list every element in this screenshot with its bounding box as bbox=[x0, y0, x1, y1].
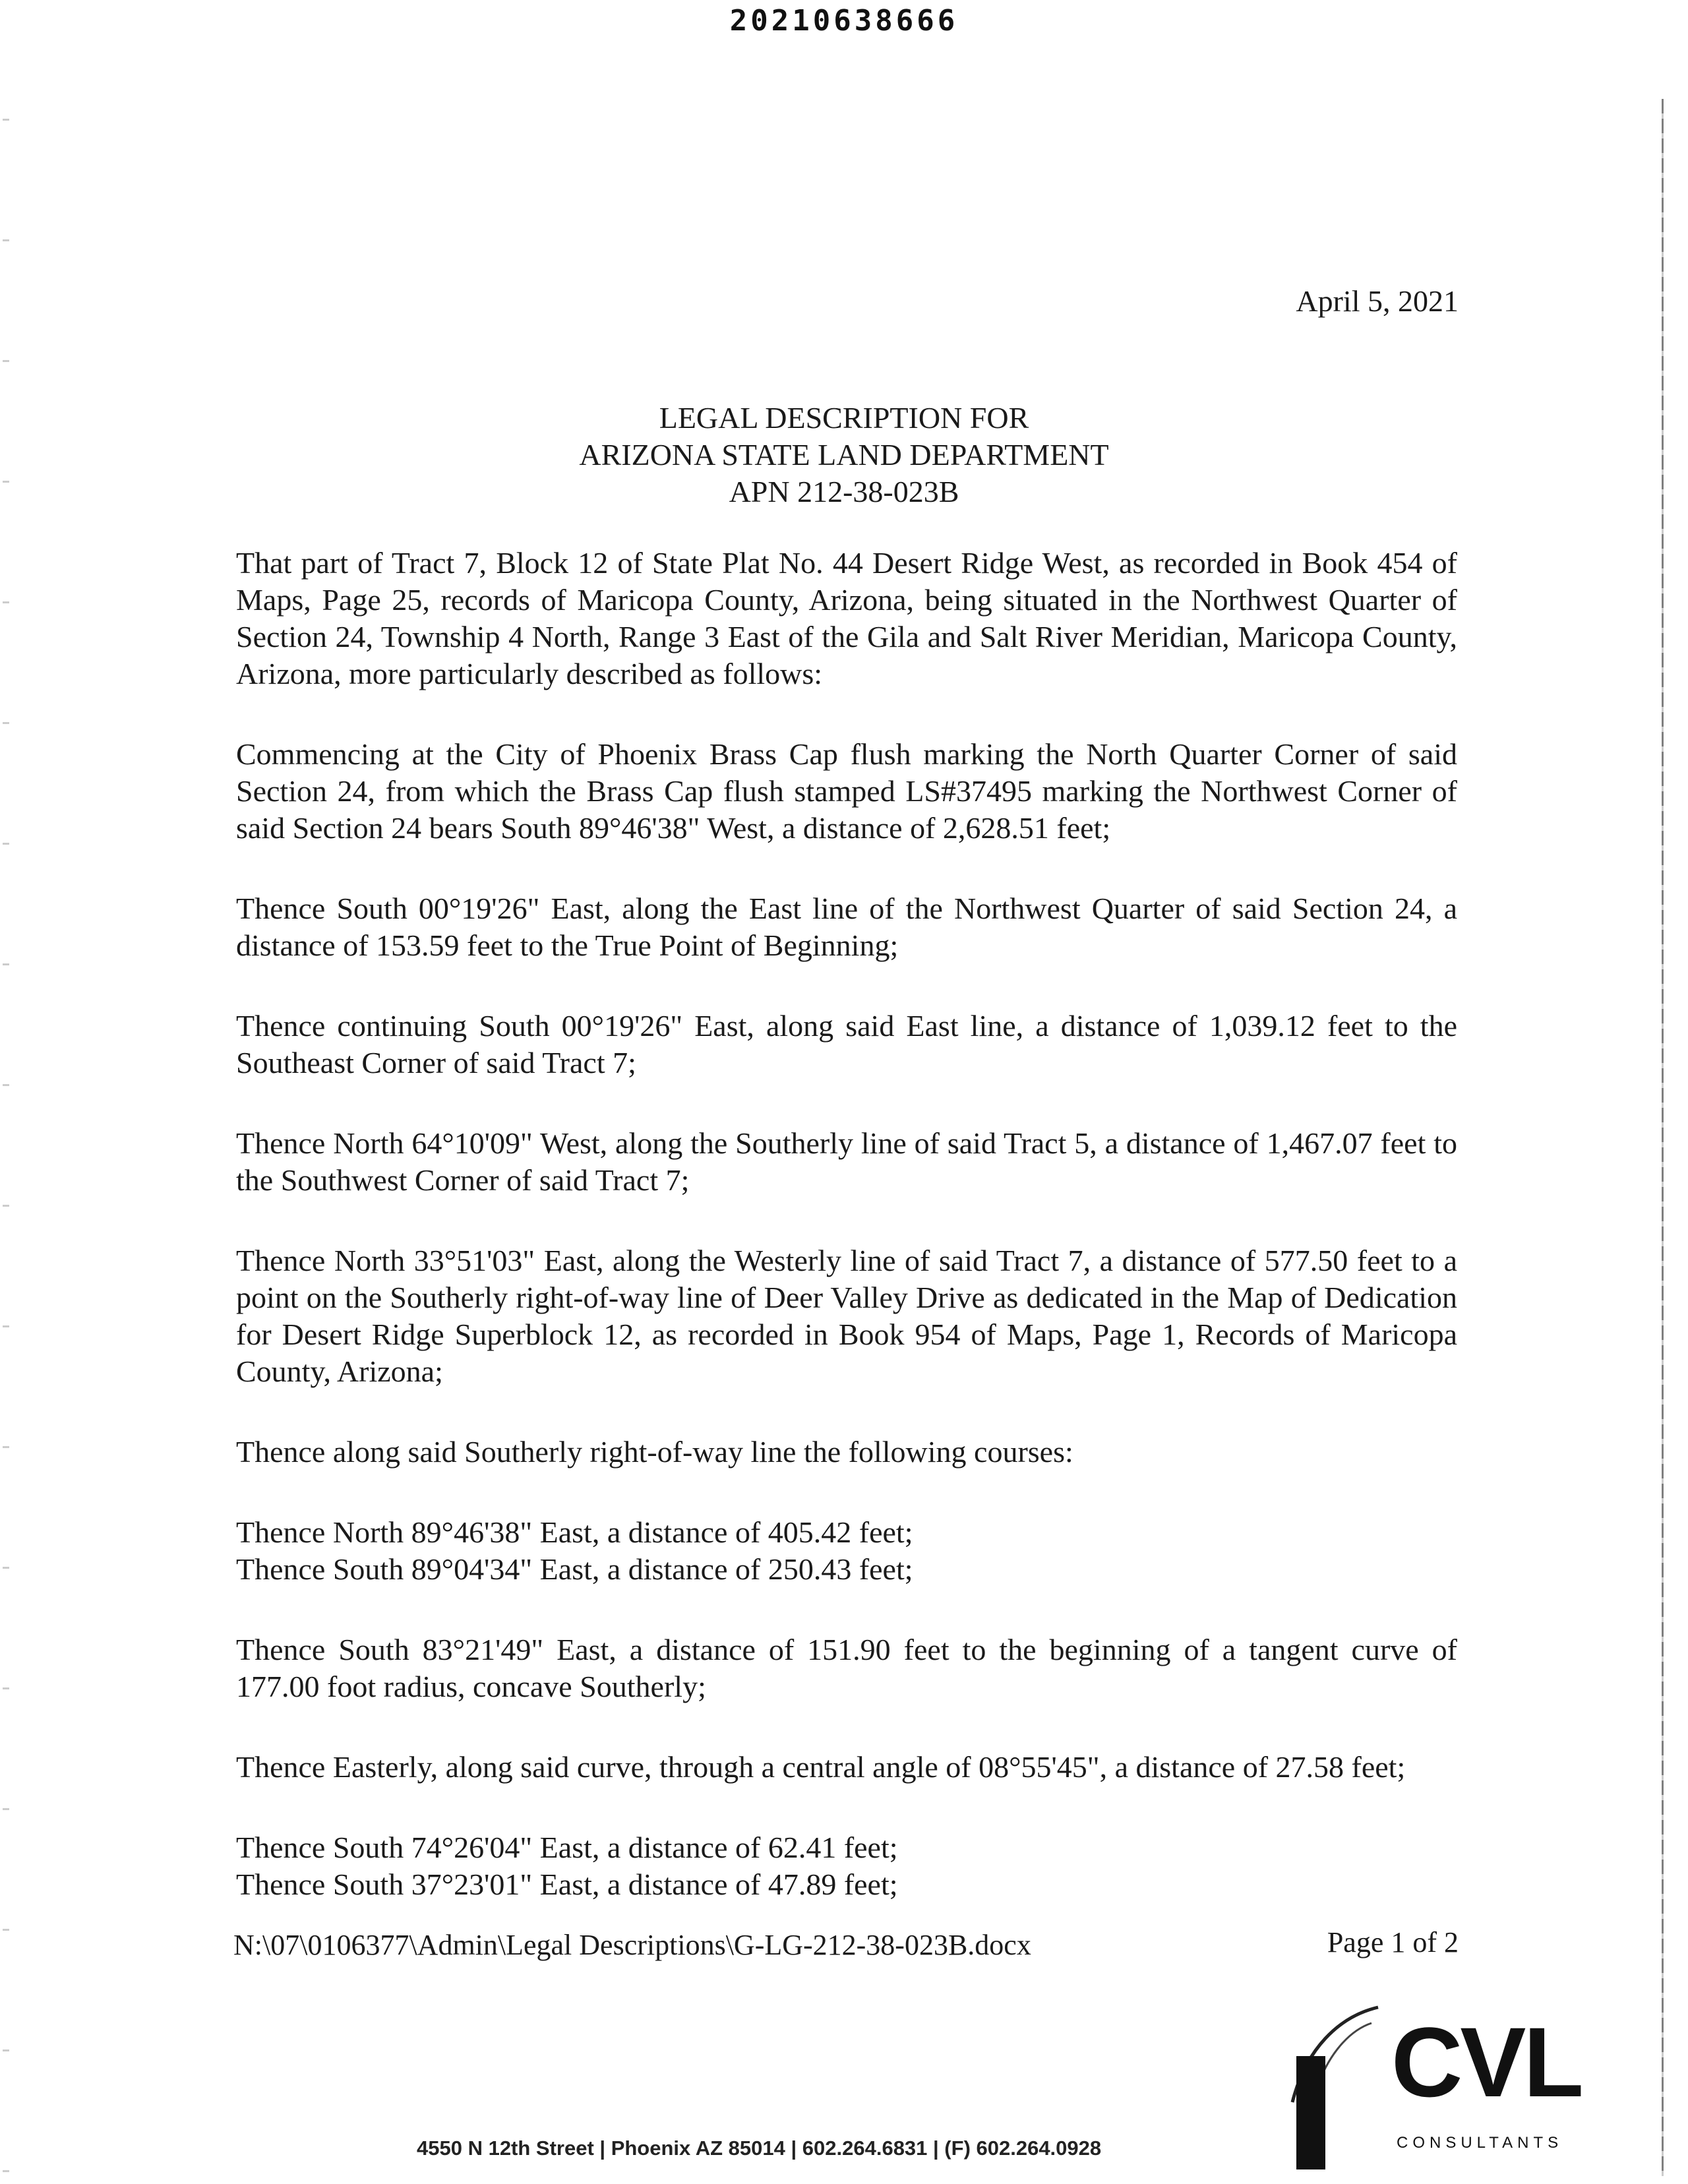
paragraph-course: Thence North 64°10'09" West, along the Southerly line of said Tract 5, a distance of 1,467.07 feet to the Southwest Corner of said Tract 7; bbox=[236, 1126, 1457, 1197]
paragraph-course: Thence continuing South 00°19'26" East, along said East line, a distance of 1,039.12 feet to the Southeast Corner of said Tract 7; bbox=[236, 1009, 1457, 1079]
paragraph-course: Thence along said Southerly right-of-way line the following courses: bbox=[236, 1435, 1073, 1469]
paragraph-course: Thence North 33°51'03" East, along the Westerly line of said Tract 7, a distance of 577.50 feet to a point on the Southerly right-of-way line of Deer Valley Drive as dedicated in the Map of Dedication for Desert Ridge Superblock 12, as recorded in Book 954 of Maps, Page 1, Records of Maricopa County, Arizona; bbox=[236, 1244, 1457, 1388]
logo-block bbox=[1296, 2056, 1325, 2169]
legal-description-body bbox=[236, 545, 1457, 1947]
paragraph-intro: That part of Tract 7, Block 12 of State Plat No. 44 Desert Ridge West, as recorded in Book 454 of Maps, Page 25, records of Maricopa County, Arizona, being situated in the Northwest Quarter of Section 24, Township 4 North, Range 3 East of the Gila and Salt River Meridian, Maricopa County, Arizona, more particularly described as follows: bbox=[236, 546, 1457, 690]
file-path: N:\07\0106377\Admin\Legal Descriptions\G-LG-212-38-023B.docx bbox=[233, 1929, 1031, 1961]
logo-wordmark: CVL bbox=[1391, 2007, 1581, 2117]
document-title bbox=[0, 400, 1688, 510]
title-line-2: ARIZONA STATE LAND DEPARTMENT bbox=[579, 438, 1109, 471]
paragraph-course: Thence South 00°19'26" East, along the East line of the Northwest Quarter of said Section 24, a distance of 153.59 feet to the True Point of Beginning; bbox=[236, 892, 1457, 962]
page-number: Page 1 of 2 bbox=[1327, 1926, 1459, 1958]
scan-edge-specks bbox=[3, 0, 9, 2184]
paragraph-course: Thence South 37°23'01" East, a distance of 47.89 feet; bbox=[236, 1867, 898, 1901]
paragraph-commencing: Commencing at the City of Phoenix Brass Cap flush marking the North Quarter Corner of said Section 24, from which the Brass Cap flush stamped LS#37495 marking the Northwest Corner of said Section 24 bears South 89°46'38" West, a distance of 2,628.51 feet; bbox=[236, 737, 1457, 845]
title-line-3: APN 212-38-023B bbox=[729, 475, 959, 508]
paragraph-course: Thence North 89°46'38" East, a distance of 405.42 feet; bbox=[236, 1515, 913, 1549]
document-date: April 5, 2021 bbox=[1296, 284, 1459, 318]
paragraph-course: Thence South 74°26'04" East, a distance of 62.41 feet; bbox=[236, 1831, 898, 1864]
recording-number: 20210638666 bbox=[729, 4, 959, 38]
paragraph-course: Thence Easterly, along said curve, through a central angle of 08°55'45", a distance of 27.58 feet; bbox=[236, 1750, 1406, 1784]
company-address: 4550 N 12th Street | Phoenix AZ 85014 | 602.264.6831 | (F) 602.264.0928 bbox=[417, 2137, 1102, 2160]
paragraph-course: Thence South 89°04'34" East, a distance of 250.43 feet; bbox=[236, 1552, 913, 1586]
title-line-1: LEGAL DESCRIPTION FOR bbox=[659, 401, 1029, 435]
logo-subtitle: CONSULTANTS bbox=[1397, 2134, 1563, 2152]
logo-swoosh-inner bbox=[1319, 2023, 1372, 2082]
paragraph-course: Thence South 83°21'49" East, a distance of 151.90 feet to the beginning of a tangent curve of 177.00 foot radius, concave Southerly; bbox=[236, 1633, 1457, 1703]
